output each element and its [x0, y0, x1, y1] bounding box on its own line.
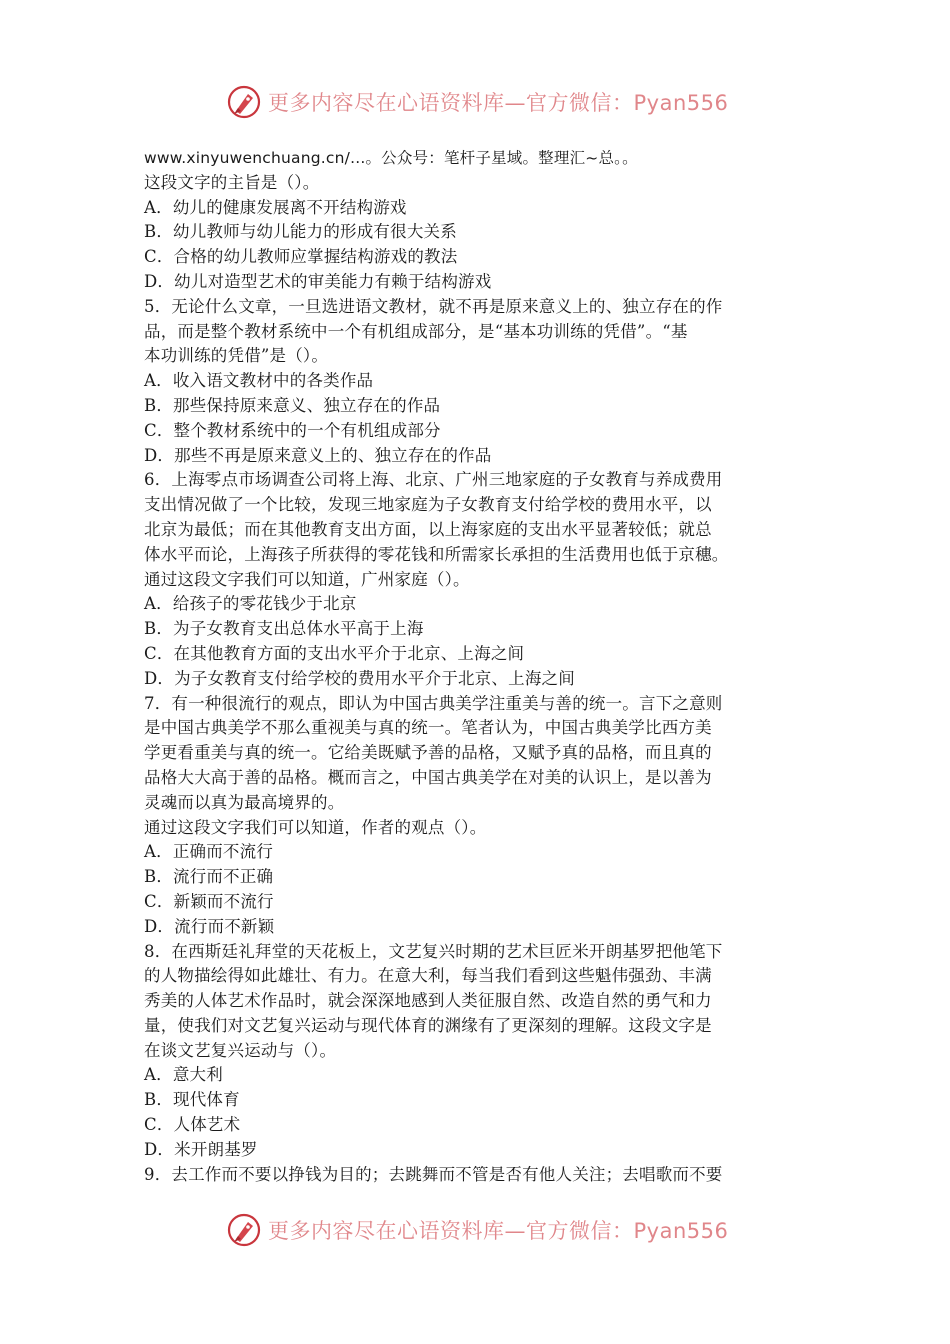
text-line: 是中国古典美学不那么重视美与真的统一。笔者认为，中国古典美学比西方美	[144, 718, 712, 738]
option-line: A．收入语文教材中的各类作品	[144, 371, 374, 391]
text-line: 量，使我们对文艺复兴运动与现代体育的渊缘有了更深刻的理解。这段文字是	[144, 1015, 712, 1035]
document-body	[144, 146, 834, 1187]
question-line: 9．去工作而不要以挣钱为目的；去跳舞而不管是否有他人关注；去唱歌而不要	[144, 1164, 723, 1184]
text-line: 支出情况做了一个比较，发现三地家庭为子女教育支付给学校的费用水平，以	[144, 495, 712, 515]
footer-banner	[226, 1210, 728, 1250]
option-line: A．给孩子的零花钱少于北京	[144, 594, 357, 614]
text-line: 通过这段文字我们可以知道，作者的观点（）。	[144, 817, 487, 837]
option-line: A．意大利	[144, 1065, 223, 1085]
option-line: D．流行而不新颖	[144, 916, 275, 936]
option-line: B．为子女教育支出总体水平高于上海	[144, 619, 424, 639]
question-line: 8．在西斯廷礼拜堂的天花板上，文艺复兴时期的艺术巨匠米开朗基罗把他笔下	[144, 941, 723, 961]
header-banner	[226, 82, 728, 122]
text-line: 秀美的人体艺术作品时，就会深深地感到人类征服自然、改造自然的勇气和力	[144, 991, 712, 1011]
text-line: 这段文字的主旨是（）。	[144, 172, 320, 192]
pen-nib-logo-icon	[226, 1212, 262, 1248]
option-line: D．那些不再是原来意义上的、独立存在的作品	[144, 445, 492, 465]
question-line: 7．有一种很流行的观点，即认为中国古典美学注重美与善的统一。言下之意则	[144, 693, 723, 713]
option-line: D．为子女教育支付给学校的费用水平介于北京、上海之间	[144, 668, 575, 688]
option-line: B．流行而不正确	[144, 867, 274, 887]
header-banner-text: 更多内容尽在心语资料库—官方微信：Pyan556	[268, 91, 729, 115]
option-line: B．现代体育	[144, 1090, 240, 1110]
text-line: 灵魂而以真为最高境界的。	[144, 792, 345, 812]
footer-banner-text: 更多内容尽在心语资料库—官方微信：Pyan556	[268, 1219, 729, 1243]
text-line: 本功训练的凭借”是（）。	[144, 346, 329, 366]
option-line: D．幼儿对造型艺术的审美能力有赖于结构游戏	[144, 271, 492, 291]
option-line: C．新颖而不流行	[144, 891, 274, 911]
option-line: B．那些保持原来意义、独立存在的作品	[144, 395, 441, 415]
option-line: C．合格的幼儿教师应掌握结构游戏的教法	[144, 247, 458, 267]
option-line: A．幼儿的健康发展离不开结构游戏	[144, 197, 407, 217]
question-line: 5．无论什么文章，一旦选进语文教材，就不再是原来意义上的、独立存在的作	[144, 296, 723, 316]
text-line: 体水平而论，上海孩子所获得的零花钱和所需家长承担的生活费用也低于京穗。	[144, 544, 729, 564]
text-line: 在谈文艺复兴运动与（）。	[144, 1040, 337, 1060]
option-line: C．在其他教育方面的支出水平介于北京、上海之间	[144, 643, 525, 663]
option-line: B．幼儿教师与幼儿能力的形成有很大关系	[144, 222, 457, 242]
text-line: 北京为最低；而在其他教育支出方面，以上海家庭的支出水平显著较低；就总	[144, 519, 712, 539]
question-line: 6．上海零点市场调查公司将上海、北京、广州三地家庭的子女教育与养成费用	[144, 470, 723, 490]
source-line: www.xinyuwenchuang.cn/...。公众号：笔杆子星域。整理汇~总。。	[144, 149, 638, 167]
text-line: 品，而是整个教材系统中一个有机组成部分，是“基本功训练的凭借”。“基	[144, 321, 688, 341]
option-line: A．正确而不流行	[144, 842, 274, 862]
option-line: C．人体艺术	[144, 1115, 241, 1135]
text-line: 学更看重美与真的统一。它给美既赋予善的品格，又赋予真的品格，而且真的	[144, 743, 712, 763]
option-line: C．整个教材系统中的一个有机组成部分	[144, 420, 441, 440]
text-line: 品格大大高于善的品格。概而言之，中国古典美学在对美的认识上，是以善为	[144, 767, 712, 787]
text-line: 通过这段文字我们可以知道，广州家庭（）。	[144, 569, 470, 589]
pen-nib-logo-icon	[226, 84, 262, 120]
option-line: D．米开朗基罗	[144, 1139, 258, 1159]
text-line: 的人物描绘得如此雄壮、有力。在意大利，每当我们看到这些魁伟强劲、丰满	[144, 966, 712, 986]
